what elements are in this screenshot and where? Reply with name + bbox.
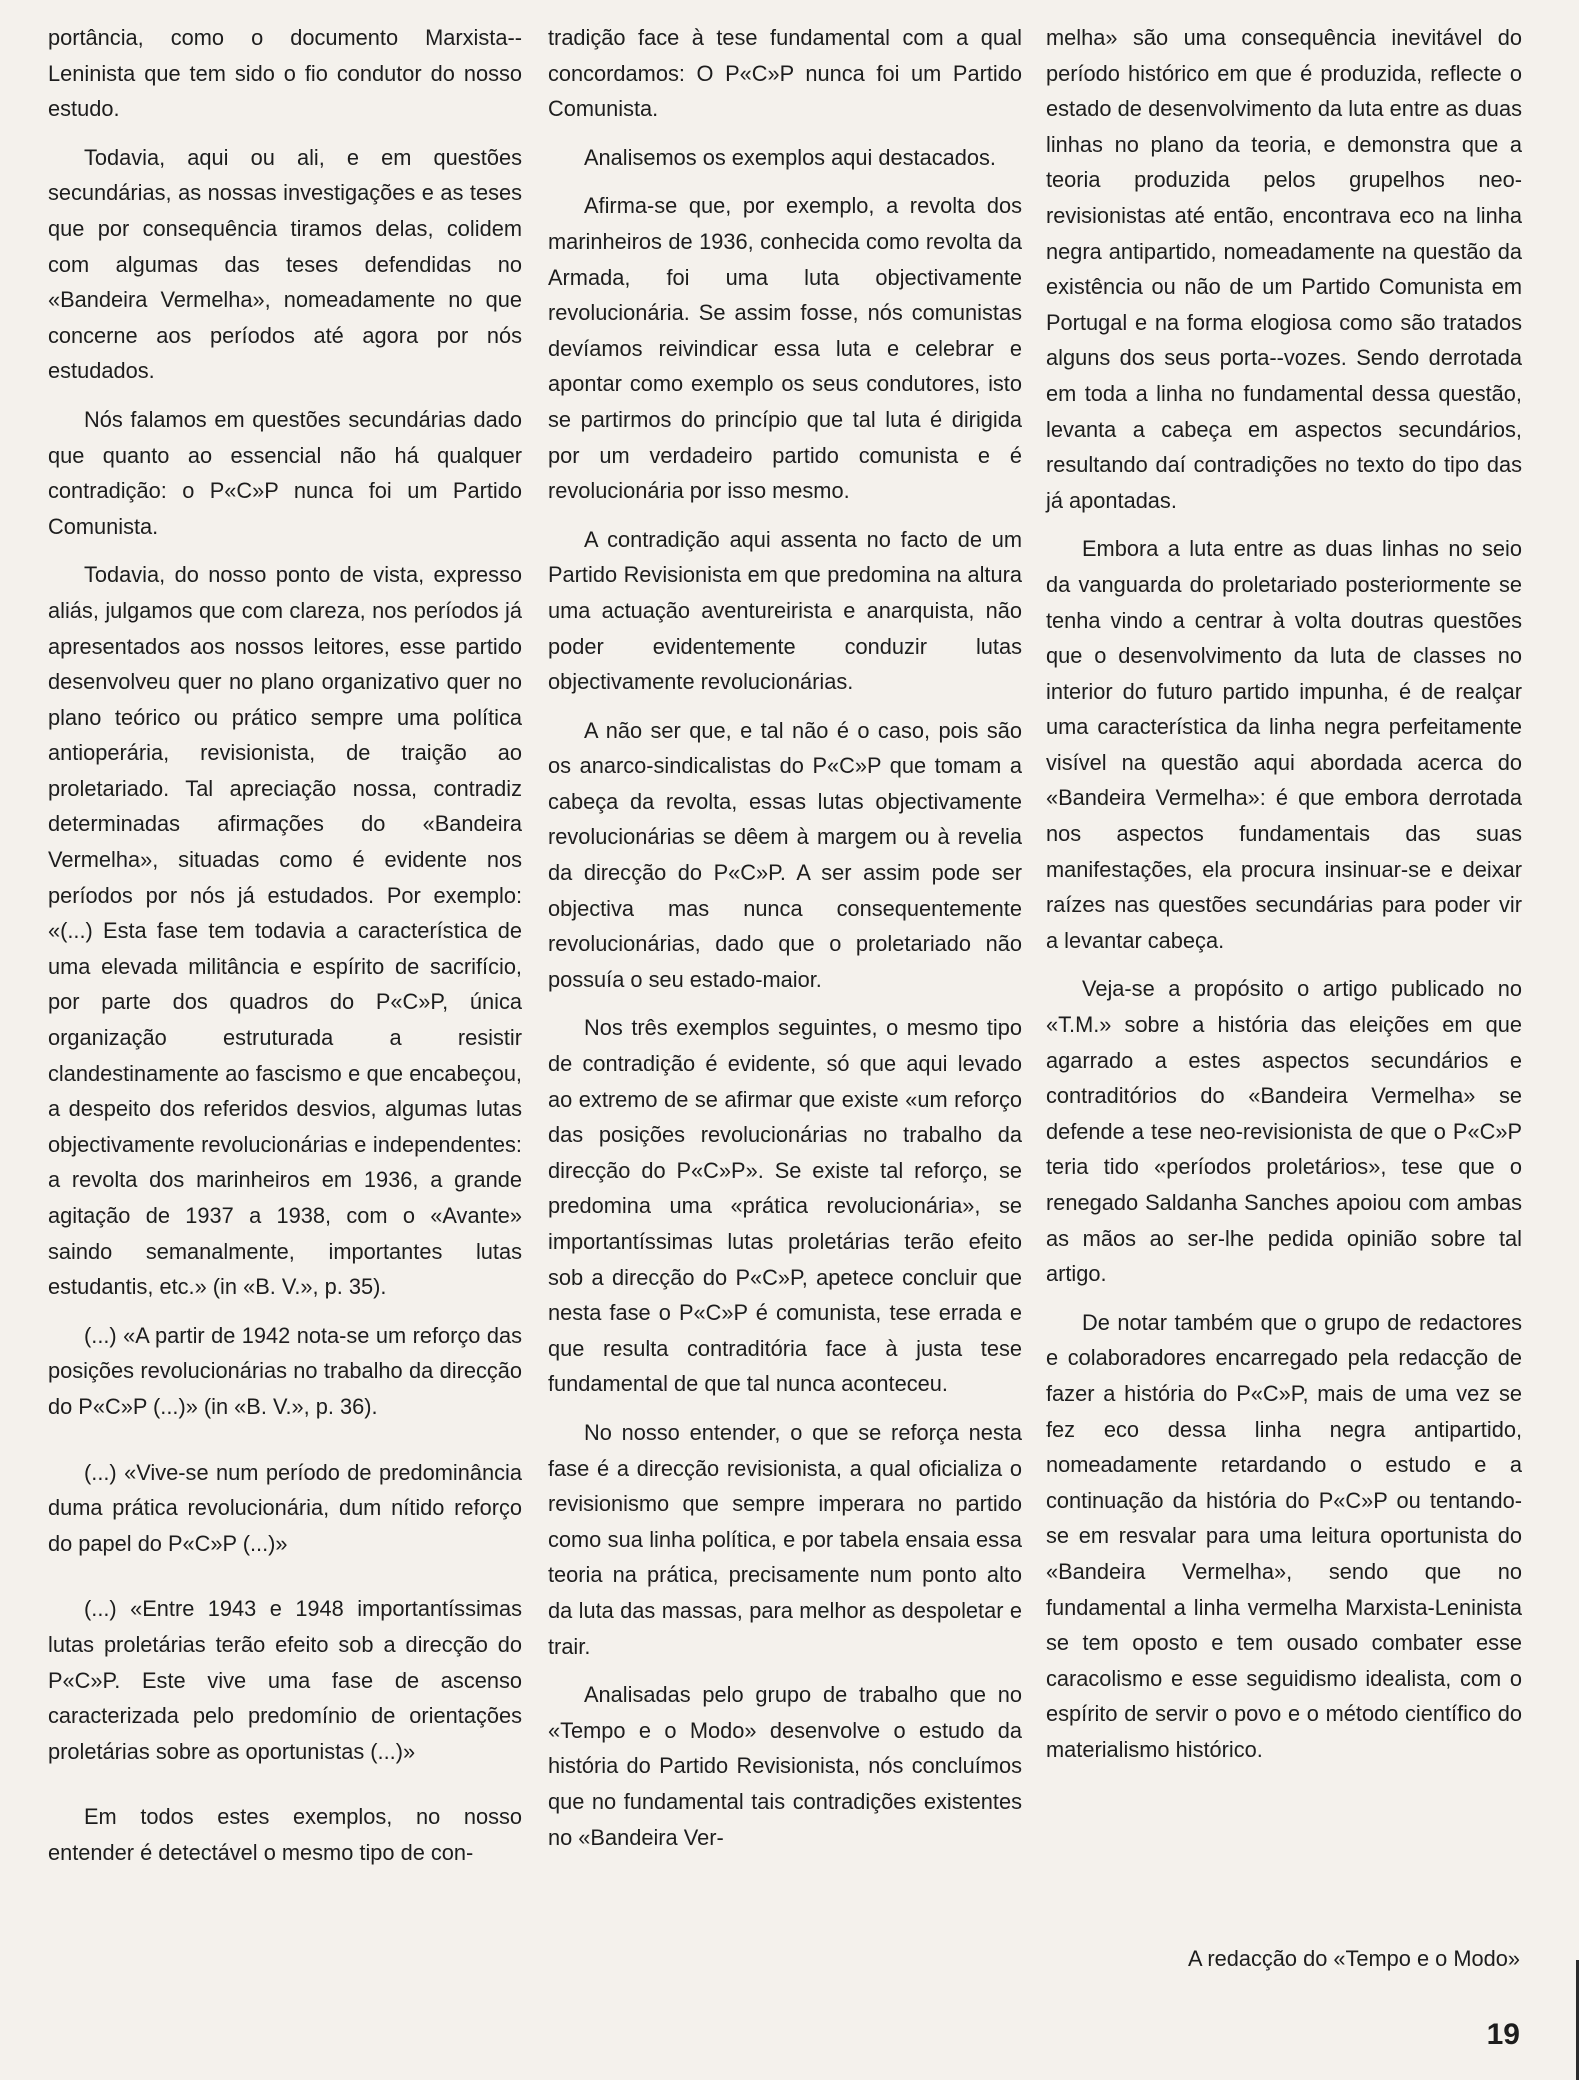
text-column-3 <box>1046 20 1522 1781</box>
paragraph: Analisemos os exemplos aqui destacados. <box>584 144 996 170</box>
paragraph: tradição face à tese fundamental com a qual concordamos: O P«C»P nunca foi um Partido Comunista. <box>548 25 1022 122</box>
paragraph: A contradição aqui assenta no facto de um Partido Revisionista em que predomina na altura uma actuação aventureirista e anarquista, não poder evidentemente conduzir lutas objectivamente revolucionárias. <box>548 526 1022 695</box>
paragraph: Todavia, do nosso ponto de vista, expresso aliás, julgamos que com clareza, nos períodos já apresentados aos nossos leitores, esse partido desenvolveu quer no plano organizativo quer no plano teórico ou prático sempre uma política antioperária, revisionista, de traição ao proletariado. Tal apreciação nossa, contradiz determinadas afirmações do «Bandeira Vermelha», situadas como é evidente nos períodos por nós já estudados. Por exemplo: «(...) Esta fase tem todavia a característica de uma elevada militância e espírito de sacrifício, por parte dos quadros do P«C»P, única organização estruturada a resistir clandestinamente ao fascismo e que encabeçou, a despeito dos referidos desvios, algumas lutas objectivamente revolucionárias e independentes: a revolta dos marinheiros em 1936, a grande agitação de 1937 a 1938, com o «Avante» saindo semanalmente, importantes lutas estudantis, etc.» (in «B. V.», p. 35). <box>48 562 522 1300</box>
paragraph: Analisadas pelo grupo de trabalho que no «Tempo e o Modo» desenvolve o estudo da história do Partido Revisionista, nós concluímos que no fundamental tais contradições existentes no «Bandeira Ver- <box>548 1682 1022 1850</box>
paragraph: Embora a luta entre as duas linhas no seio da vanguarda do proletariado posteriormente se tenha vindo a centrar à volta doutras questões que o desenvolvimento da luta de classes no interior do futuro partido impunha, é de realçar uma característica da linha negra perfeitamente visível na questão aqui abordada acerca do «Bandeira Vermelha»: é que embora derrotada nos aspectos fundamentais das suas manifestações, ela procura insinuar-se e deixar raízes nas questões secundárias para poder vir a levantar cabeça. <box>1046 536 1522 953</box>
paragraph: (...) «Entre 1943 e 1948 importantíssimas lutas proletárias terão efeito sob a direcção do P«C»P. Este vive uma fase de ascenso caracterizada pelo predomínio de orientações proletárias sobre as oportunistas (...)» <box>48 1596 522 1764</box>
paragraph: Todavia, aqui ou ali, e em questões secundárias, as nossas investigações e as teses que por consequência tiramos delas, colidem com algumas das teses defendidas no «Bandeira Vermelha», nomeadamente no que concerne aos períodos até agora por nós estudados. <box>48 144 522 384</box>
text-column-2 <box>548 20 1022 1868</box>
paragraph: Em todos estes exemplos, no nosso entender é detectável o mesmo tipo de con- <box>48 1804 522 1865</box>
paragraph: Afirma-se que, por exemplo, a revolta dos marinheiros de 1936, conhecida como revolta da Armada, foi uma luta objectivamente revolucionária. Se assim fosse, nós comunistas devíamos reivindicar essa luta e celebrar e apontar como exemplo os seus condutores, isto se partirmos do princípio que tal luta é dirigida por um verdadeiro partido comunista e é revolucionária por isso mesmo. <box>548 193 1022 504</box>
page-number: 19 <box>1486 2018 1520 2051</box>
paragraph: Veja-se a propósito o artigo publicado no «T.M.» sobre a história das eleições em que agarrado a estes aspectos secundários e contraditórios do «Bandeira Vermelha» se defende a tese neo-revisionista de que o P«C»P teria tido «períodos proletários», tese que o renegado Saldanha Sanches apoiou com ambas as mãos ao ser-lhe pedida opinião sobre tal artigo. <box>1046 976 1522 1287</box>
paragraph: (...) «A partir de 1942 nota-se um reforço das posições revolucionárias no trabalho da direcção do P«C»P (...)» (in «B. V.», p. 36). <box>48 1322 522 1419</box>
paragraph: Nós falamos em questões secundárias dado que quanto ao essencial não há qualquer contradição: o P«C»P nunca foi um Partido Comunista. <box>48 406 522 539</box>
paragraph: portância, como o documento Marxista--Leninista que tem sido o fio condutor do nosso estudo. <box>48 25 522 122</box>
signature: A redacção do «Tempo e o Modo» <box>1187 1946 1520 1971</box>
paragraph: (...) «Vive-se num período de predominância duma prática revolucionária, dum nítido reforço do papel do P«C»P (...)» <box>48 1459 522 1556</box>
text-column-1 <box>48 20 522 1884</box>
paragraph: No nosso entender, o que se reforça nesta fase é a direcção revisionista, a qual oficializa o revisionismo que sempre imperara no partido como sua linha política, e por tabela ensaia essa teoria na prática, precisamente num ponto alto da luta das massas, para melhor as despoletar e trair. <box>548 1419 1022 1659</box>
paragraph: melha» são uma consequência inevitável do período histórico em que é produzida, reflecte o estado de desenvolvimento da luta entre as duas linhas no plano da teoria, e demonstra que a teoria produzida pelos grupelhos neo-revisionistas até então, encontrava eco na linha negra antipartido, nomeadamente na questão da existência ou não de um Partido Comunista em Portugal e na forma elogiosa como são tratados alguns dos seus porta--vozes. Sendo derrotada em toda a linha no fundamental dessa questão, levanta a cabeça em aspectos secundários, resultando daí contradições no texto do tipo das já apontadas. <box>1046 25 1522 513</box>
paragraph: A não ser que, e tal não é o caso, pois são os anarco-sindicalistas do P«C»P que tomam a cabeça da revolta, essas lutas objectivamente revolucionárias se dêem à margem ou à revelia da direcção do P«C»P. A ser assim pode ser objectiva mas nunca consequentemente revolucionárias, dado que o proletariado não possuía o seu estado-maior. <box>548 717 1022 992</box>
paragraph: Nos três exemplos seguintes, o mesmo tipo de contradição é evidente, só que aqui levado ao extremo de se afirmar que existe «um reforço das posições revolucionárias no trabalho da direcção do P«C»P». Se existe tal reforço, se predomina uma «prática revolucionária», se importantíssimas lutas proletárias terão efeito sob a direcção do P«C»P, apetece concluir que nesta fase o P«C»P é comunista, tese errada e que resulta contraditória face à justa tese fundamental de que tal nunca aconteceu. <box>548 1015 1022 1397</box>
paragraph: De notar também que o grupo de redactores e colaboradores encarregado pela redacção de fazer a história do P«C»P, mais de uma vez se fez eco dessa linha negra antipartido, nomeadamente retardando o estudo e a continuação da história do P«C»P ou tentando-se em resvalar para uma leitura oportunista do «Bandeira Vermelha», sendo que no fundamental a linha vermelha Marxista-Leninista se tem oposto e tem ousado combater esse caracolismo e esse seguidismo idealista, com o espírito de servir o povo e o método científico do materialismo histórico. <box>1046 1309 1522 1762</box>
